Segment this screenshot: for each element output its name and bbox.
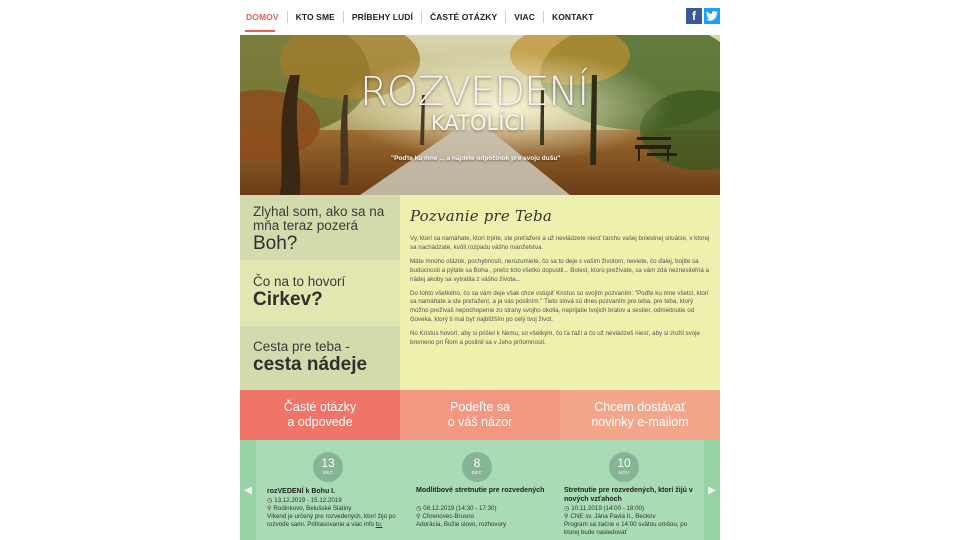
newsletter-button-label: [591, 400, 688, 430]
calendar-icon: ◷: [267, 498, 273, 504]
event-place-row: [267, 505, 397, 513]
question-box-cesta[interactable]: [240, 326, 400, 390]
event-day: 10: [617, 456, 631, 470]
social-links: [686, 8, 720, 24]
top-navigation: [240, 0, 720, 34]
twitter-icon[interactable]: [704, 8, 720, 24]
event-description: Adorácia, Božie slovo, rozhovory: [416, 521, 507, 528]
facebook-icon[interactable]: f: [686, 8, 702, 24]
event-day: 13: [321, 456, 335, 470]
invitation-paragraph: Máte mnoho otázok, pochybností, nerozumiete, čo sa to deje s vaším životom, neviete, čo ďalej, bojíte sa budúcnosti a pýtate sa Boha , prečo toto všetko dopustil... Bolest, ktorú prežívate, sa vám zdá neznesiteľná a nádej akoby sa vytratila z vášho života...: [410, 257, 709, 283]
event-date: 10.11.2019 (14:00 - 18:00): [571, 505, 645, 512]
question-text: Zlyhal som, ako sa na mňa teraz pozerá: [253, 204, 385, 233]
event-place: Rodinkovo, Belušské Slatiny: [273, 505, 352, 512]
invitation-section: [400, 195, 720, 390]
question-text: Cesta pre teba -: [253, 339, 350, 354]
question-highlight: Cirkev?: [253, 289, 323, 310]
question-column: [240, 195, 400, 390]
event-date: 13.12.2019 - 15.12.2019: [274, 497, 342, 504]
question-highlight: Boh?: [253, 233, 298, 254]
event-date: 08.12.2019 (14:30 - 17:30): [423, 505, 497, 512]
event-date-badge: [313, 452, 343, 482]
event-description: Program sa začne o 14:00 svätou omšou, po ktorej bude nasledovať: [564, 521, 688, 536]
event-place: CNE sv. Jána Pavla II., Beckov: [570, 513, 656, 520]
share-opinion-line1: Podeľte sa: [450, 400, 510, 414]
question-highlight: cesta nádeje: [253, 354, 368, 375]
share-opinion-line2: o váš názor: [447, 415, 513, 429]
active-nav-indicator: [245, 30, 275, 32]
invitation-title: Pozvanie pre Teba: [410, 207, 553, 225]
question-box-cirkev[interactable]: [240, 260, 400, 326]
event-place: Chrenovec-Brusno: [422, 513, 474, 520]
newsletter-button[interactable]: [560, 390, 720, 440]
carousel-next-arrow-icon[interactable]: ▶: [704, 440, 720, 540]
event-date-row: [416, 505, 546, 513]
faq-button-line2: a odpovede: [287, 415, 353, 429]
calendar-icon: ◷: [416, 506, 422, 512]
event-date-badge: [462, 452, 492, 482]
event-description: [267, 513, 397, 529]
invitation-paragraph: Vy, ktorí sa namáhate, ktorí trpíte, ste preťažení a už nevládzete niesť ťarchu vašej bolestnej situácie, v ktorej sa nachádzate, kvôli rozpadu vášho manželstva.: [410, 235, 710, 251]
twitter-bird-icon: [706, 11, 718, 21]
faq-button-label: [284, 400, 356, 430]
share-opinion-button[interactable]: [400, 390, 560, 440]
hero-banner: [240, 35, 720, 195]
map-pin-icon: ⚲: [267, 506, 272, 512]
events-carousel: [240, 440, 720, 540]
nav-item-caste-otazky[interactable]: ČASTÉ OTÁZKY: [421, 11, 505, 23]
invitation-paragraph: Do tohto všetkého, čo sa vám deje však chce vstúpiť Kristus so svojím pozvaním: "Poďte ku mne všetci, ktorí sa namáhate a ste preťažení, a ja vás posilním." Tieto slová sú dnes pozvaním pre teba, pre teba, ktorý možno prežívaš nepochopenie zo strany svojho okolia, neprijatie tvojich bratov a sestier, odmietnutie od človeka, ktorý ti mal byť najbližším po celý tvoj život.: [410, 289, 709, 324]
invitation-paragraph: No Kristus hovorí, aby si prišiel k Nemu, so všetkým, čo ťa ťaží a čo už nevládzeš niesť, aby si zložil svoje bremeno pri Ňom a posilnil sa v Jeho prítomnosti.: [410, 330, 700, 347]
carousel-prev-arrow-icon[interactable]: ◀: [240, 440, 256, 540]
invitation-body: [410, 235, 710, 348]
event-link[interactable]: tu:: [375, 521, 383, 528]
event-title[interactable]: rozVEDENÍ k Bohu I.: [267, 488, 336, 495]
newsletter-line1: Chcem dostávať: [594, 400, 686, 414]
question-box-boh[interactable]: [240, 195, 400, 260]
event-day: 8: [473, 456, 481, 470]
event-date-row: [564, 505, 694, 513]
faq-button-line1: Časté otázky: [283, 400, 357, 414]
event-title[interactable]: Stretnutie pre rozvedených, ktorí žijú v nových vzťahoch: [564, 487, 693, 503]
nav-item-domov[interactable]: DOMOV: [246, 12, 279, 22]
newsletter-line2: novinky e-mailom: [591, 415, 689, 429]
nav-item-viac[interactable]: VIAC: [505, 11, 543, 23]
nav-item-pribehy-ludi[interactable]: PRÍBEHY LUDÍ: [343, 11, 421, 23]
site-subtitle: KATOLÍCI: [431, 111, 526, 135]
question-text: Čo na to hovorí: [253, 274, 346, 289]
site-title: ROZVEDENÍ: [360, 69, 589, 115]
share-opinion-button-label: [448, 400, 513, 430]
event-month: DEC: [471, 470, 483, 475]
hero-quote: "Poďte ku mne ... a nájdete odpočinok pre svoju dušu": [391, 155, 561, 162]
calendar-icon: ◷: [564, 506, 570, 512]
map-pin-icon: ⚲: [564, 514, 569, 520]
event-place-row: [416, 513, 546, 521]
main-menu: [240, 11, 602, 23]
event-date-badge: [609, 452, 639, 482]
event-month: NOV: [618, 470, 630, 475]
faq-button[interactable]: [240, 390, 400, 440]
event-description-text: Víkend je určený pre rozvedených, ktorí žijú po rozvode sami. Prihlasovanie a viac info: [267, 513, 396, 528]
map-pin-icon: ⚲: [416, 514, 421, 520]
event-month: DEC: [322, 470, 334, 475]
nav-item-kto-sme[interactable]: KTO SME: [287, 11, 343, 23]
event-title[interactable]: Modlitbové stretnutie pre rozvedených: [416, 487, 545, 494]
nav-item-kontakt[interactable]: KONTAKT: [543, 11, 602, 23]
event-place-row: [564, 513, 694, 521]
event-date-row: [267, 497, 397, 505]
